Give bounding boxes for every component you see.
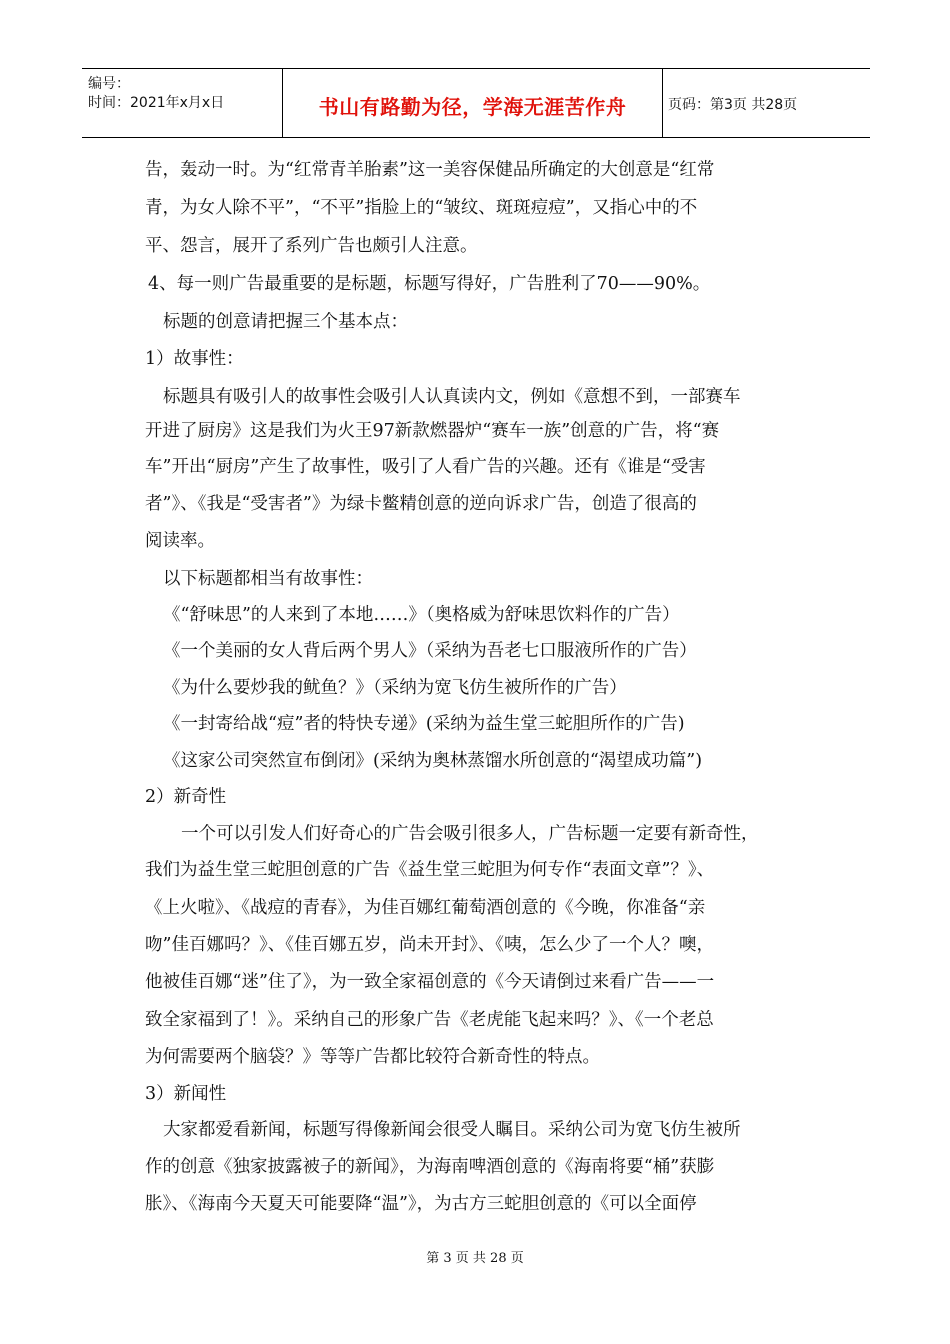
text-line: 一个可以引发人们好奇心的广告会吸引很多人，广告标题一定要有新奇性， (181, 824, 759, 844)
text-line: 阅读率。 (145, 531, 215, 551)
header-info-cell (82, 69, 281, 137)
headline-example: 《这家公司突然宣布倒闭》(采纳为奥林蒸馏水所创意的“渴望成功篇”) (163, 751, 703, 771)
text-line: 胀》、《海南今天夏天可能要降“温”》，为古方三蛇胆创意的《可以全面停 (145, 1194, 697, 1214)
headline-example: 《一封寄给战“痘”者的特快专递》(采纳为益生堂三蛇胆所作的广告) (163, 714, 685, 734)
section-heading: 3）新闻性 (145, 1084, 227, 1104)
page-code: 页码：第3页 共28页 (668, 97, 798, 113)
text-line: 标题具有吸引人的故事性会吸引人认真读内文，例如《意想不到，一部赛车 (163, 387, 741, 407)
time-label: 时间：2021年x月x日 (88, 95, 225, 111)
number-label: 编号： (88, 76, 130, 92)
text-line: 作的创意《独家披露被子的新闻》，为海南啤酒创意的《海南将要“桶”获膨 (145, 1157, 715, 1177)
header-motto-cell (282, 69, 663, 137)
headline-example: 《一个美丽的女人背后两个男人》（采纳为吾老七口服液所作的广告） (163, 641, 697, 661)
text-line: 4、每一则广告最重要的是标题，标题写得好，广告胜利了70——90%。 (148, 274, 711, 294)
text-line: 标题的创意请把握三个基本点： (163, 312, 408, 332)
header-page-cell (662, 69, 870, 137)
text-line: 车”开出“厨房”产生了故事性，吸引了人看广告的兴趣。还有《谁是“受害 (145, 457, 706, 477)
headline-example: 《为什么要炒我的鱿鱼？》（采纳为宽飞仿生被所作的广告） (163, 678, 627, 698)
page-footer: 第 3 页 共 28 页 (426, 1251, 524, 1266)
motto: 书山有路勤为径，学海无涯苦作舟 (318, 95, 627, 119)
text-line: 开进了厨房》这是我们为火王97新款燃器炉“赛车一族”创意的广告，将“赛 (145, 421, 720, 441)
text-line: 他被佳百娜“迷”住了》，为一致全家福创意的《今天请倒过来看广告——一 (145, 972, 715, 992)
page-header (82, 68, 870, 138)
section-heading: 2）新奇性 (145, 787, 227, 807)
text-line: 大家都爱看新闻，标题写得像新闻会很受人瞩目。采纳公司为宽飞仿生被所 (163, 1120, 741, 1140)
text-line: 以下标题都相当有故事性： (163, 569, 373, 589)
text-line: 告，轰动一时。为“红常青羊胎素”这一美容保健品所确定的大创意是“红常 (145, 160, 715, 180)
text-line: 者”》、《我是“受害者”》为绿卡鳖精创意的逆向诉求广告，创造了很高的 (145, 494, 697, 514)
text-line: 平、怨言，展开了系列广告也颇引人注意。 (145, 236, 478, 256)
text-line: 为何需要两个脑袋？》等等广告都比较符合新奇性的特点。 (145, 1047, 600, 1067)
text-line: 青，为女人除不平”，“不平”指脸上的“皱纹、斑斑痘痘”，又指心中的不 (145, 198, 698, 218)
text-line: 我们为益生堂三蛇胆创意的广告《益生堂三蛇胆为何专作“表面文章”？》、 (145, 860, 715, 880)
text-line: 致全家福到了！》。采纳自己的形象广告《老虎能飞起来吗？》、《一个老总 (145, 1010, 714, 1030)
headline-example: 《“舒味思”的人来到了本地……》（奥格威为舒味思饮料作的广告） (163, 605, 680, 625)
section-heading: 1）故事性： (145, 349, 244, 369)
text-line: 《上火啦》、《战痘的青春》，为佳百娜红葡萄酒创意的《今晚，你准备“亲 (145, 898, 706, 918)
text-line: 吻”佳百娜吗？》、《佳百娜五岁，尚未开封》、《咦，怎么少了一个人？噢， (145, 935, 714, 955)
